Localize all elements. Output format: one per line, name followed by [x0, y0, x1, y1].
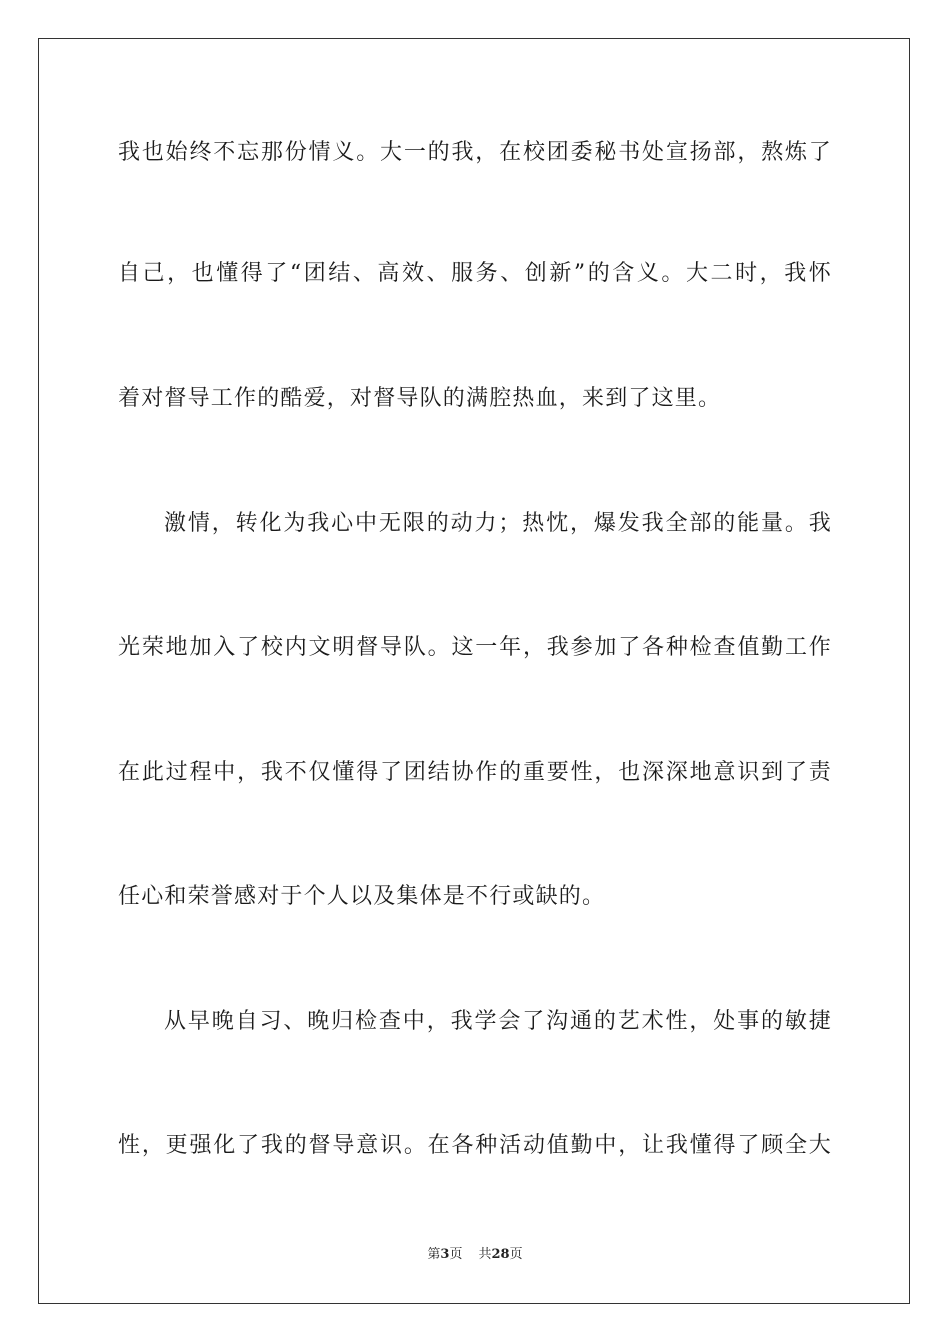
- text-line-3: 着对督导工作的酷爱，对督导队的满腔热血，来到了这里。: [118, 386, 722, 411]
- text-line-5: 光荣地加入了校内文明督导队。这一年，我参加了各种检查值勤工作: [118, 635, 832, 660]
- text-line-7: 任心和荣誉感对于个人以及集体是不行或缺的。: [118, 884, 606, 909]
- page-frame: [38, 38, 910, 1304]
- footer-total-suffix: 页: [509, 1247, 523, 1262]
- footer-page-prefix: 第: [427, 1247, 441, 1262]
- page-footer: [0, 1246, 950, 1264]
- text-line-1: 我也始终不忘那份情义。大一的我，在校团委秘书处宣扬部，熬炼了: [118, 140, 832, 165]
- footer-total-prefix: 共: [478, 1247, 492, 1262]
- footer-total-pages: 28: [491, 1247, 510, 1262]
- text-line-2: 自己，也懂得了“团结、高效、服务、创新”的含义。大二时，我怀: [118, 261, 832, 286]
- text-line-9: 性，更强化了我的督导意识。在各种活动值勤中，让我懂得了顾全大: [118, 1133, 832, 1158]
- text-line-8: 从早晚自习、晚归检查中，我学会了沟通的艺术性，处事的敏捷: [164, 1009, 832, 1034]
- text-line-4: 激情，转化为我心中无限的动力；热忱，爆发我全部的能量。我: [164, 511, 832, 536]
- footer-page-number: 3: [440, 1247, 450, 1262]
- text-line-6: 在此过程中，我不仅懂得了团结协作的重要性，也深深地意识到了责: [118, 760, 832, 785]
- footer-page-suffix: 页: [449, 1247, 463, 1262]
